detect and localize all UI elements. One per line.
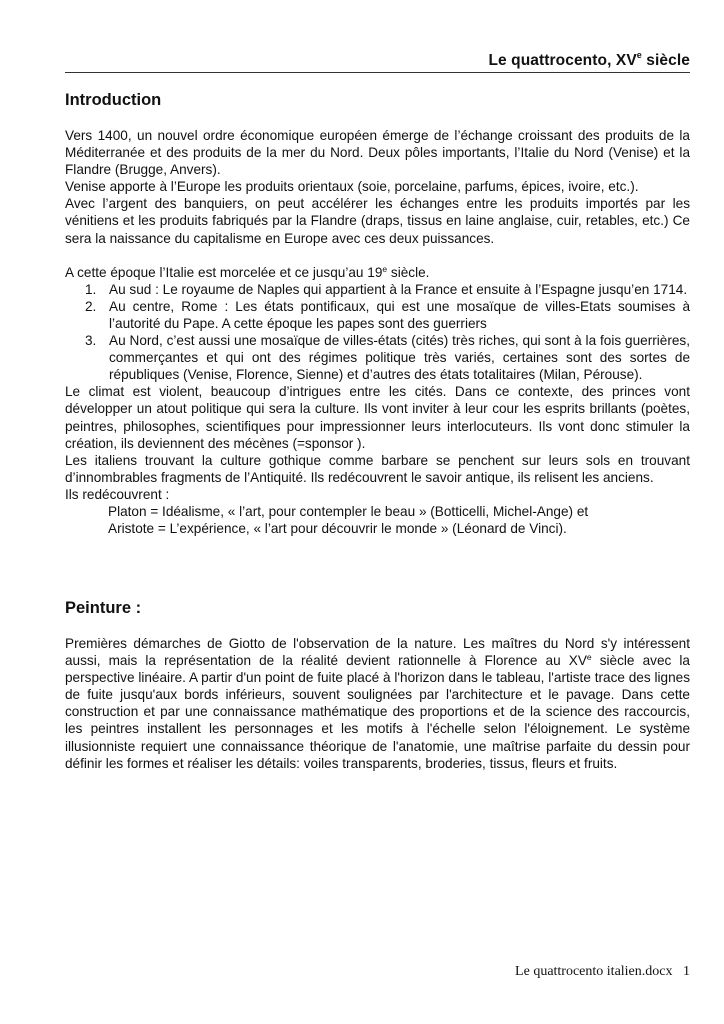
list-text: Au centre, Rome : Les états pontificaux, qui est une mosaïque de villes-Etats soumises à l’autorité du Pape. A cette époque les papes sont des guerriers — [109, 298, 690, 331]
aristote-line: Aristote = L’expérience, « l’art pour découvrir le monde » (Léonard de Vinci). — [108, 521, 567, 537]
list-number: 3. — [85, 333, 97, 349]
introduction-body — [65, 127, 690, 537]
rediscover-line: Ils redécouvrent : — [65, 486, 170, 502]
painting-text-end: siècle avec la perspective linéaire. A partir d'un point de fuite placé à l'horizon dans le tableau, l'artiste trace des lignes de fuite jusqu'aux bords inférieurs, souvent soulignées par l'architecture et le pavage. Dans cette construction et par une connaissance mathématique des proportions et de la science des raccourcis, les peintres installent les personnages et les motifs à l'échelle selon l'éloignement. Le système illusionniste requiert une connaissance théorique de l'anatomie, une maîtrise parfaite du dessin pour définir les formes et réaliser les détails: voiles transparents, broderies, tissus, fleurs et fruits. — [65, 653, 690, 771]
page-header-title — [488, 52, 690, 70]
list-item — [65, 281, 690, 298]
header-title-end: siècle — [641, 52, 690, 69]
introduction-heading: Introduction — [65, 91, 162, 109]
platon-line: Platon = Idéalisme, « l’art, pour contempler le beau » (Botticelli, Michel-Ange) et — [108, 503, 589, 519]
list-number: 1. — [85, 281, 97, 297]
italy-intro-end: siècle. — [387, 264, 430, 280]
list-number: 2. — [85, 298, 97, 314]
list-item — [65, 332, 690, 383]
intro-paragraph-1: Vers 1400, un nouvel ordre économique européen émerge de l’échange croissant des produits de la Méditerranée et des produits de la mer du Nord. Deux pôles importants, l’Italie du Nord (Venise) et la Flandre (Brugge, Anvers). — [65, 128, 690, 178]
footer-page-number: 1 — [683, 964, 690, 979]
list-text: Au sud : Le royaume de Naples qui appartient à la France et ensuite à l’Espagne jusqu’en 1714. — [109, 281, 688, 297]
list-item — [65, 298, 690, 332]
climate-paragraph: Le climat est violent, beaucoup d’intrigues entre les cités. Dans ce contexte, des princes vont développer un atout politique qui sera la culture. Ils vont inviter à leur cour les esprits brillants (poètes, peintres, philosophes, scientifiques pour impressionner leurs interlocuteurs. Ils vont donc stimuler la création, ils deviennent des mécènes (=sponsor ). — [65, 384, 690, 451]
intro-paragraph-3: Avec l’argent des banquiers, on peut accélérer les échanges entre les produits importés par les vénitiens et les produits fabriqués par la Flandre (draps, tissus en laine anglaise, cuir, retables, etc.) Ce sera la naissance du capitalisme en Europe avec ces deux puissances. — [65, 196, 690, 246]
intro-paragraph-2: Venise apporte à l’Europe les produits orientaux (soie, porcelaine, parfums, épices, ivoire, etc.). — [65, 179, 639, 195]
list-text: Au Nord, c’est aussi une mosaïque de villes-états (cités) très riches, qui sont à la fois guerrières, commerçantes et qui ont des régimes politique très variés, certaines sont des sortes de républiques (Venise, Florence, Sienne) et d’autres des états totalitaires (Milan, Pérouse). — [109, 333, 690, 383]
document-page — [65, 0, 690, 1024]
header-title-main: Le quattrocento, XV — [488, 52, 637, 69]
italy-intro — [65, 264, 690, 281]
header-rule — [65, 72, 690, 73]
regions-list — [65, 281, 690, 384]
painting-text-start: Premières démarches de Giotto de l'observation de la nature. Les maîtres du Nord s'y intéressent aussi, mais la représentation de la réalité devient rationnelle à Florence au XV — [65, 636, 690, 669]
painting-body — [65, 635, 690, 772]
footer-filename: Le quattrocento italien.docx — [515, 964, 673, 979]
page-footer — [515, 964, 690, 980]
italians-paragraph: Les italiens trouvant la culture gothique comme barbare se penchent sur leurs sols en trouvant d’innombrables fragments de l’Antiquité. Ils redécouvrent le savoir antique, ils relisent les anciens. — [65, 452, 690, 485]
italy-intro-sup: e — [382, 263, 388, 274]
header-title-sup: e — [636, 50, 642, 60]
italy-intro-text: A cette époque l’Italie est morcelée et ce jusqu’au 19 — [65, 264, 383, 280]
painting-paragraph — [65, 635, 690, 772]
painting-sup: e — [586, 652, 592, 663]
painting-heading: Peinture : — [65, 599, 142, 617]
